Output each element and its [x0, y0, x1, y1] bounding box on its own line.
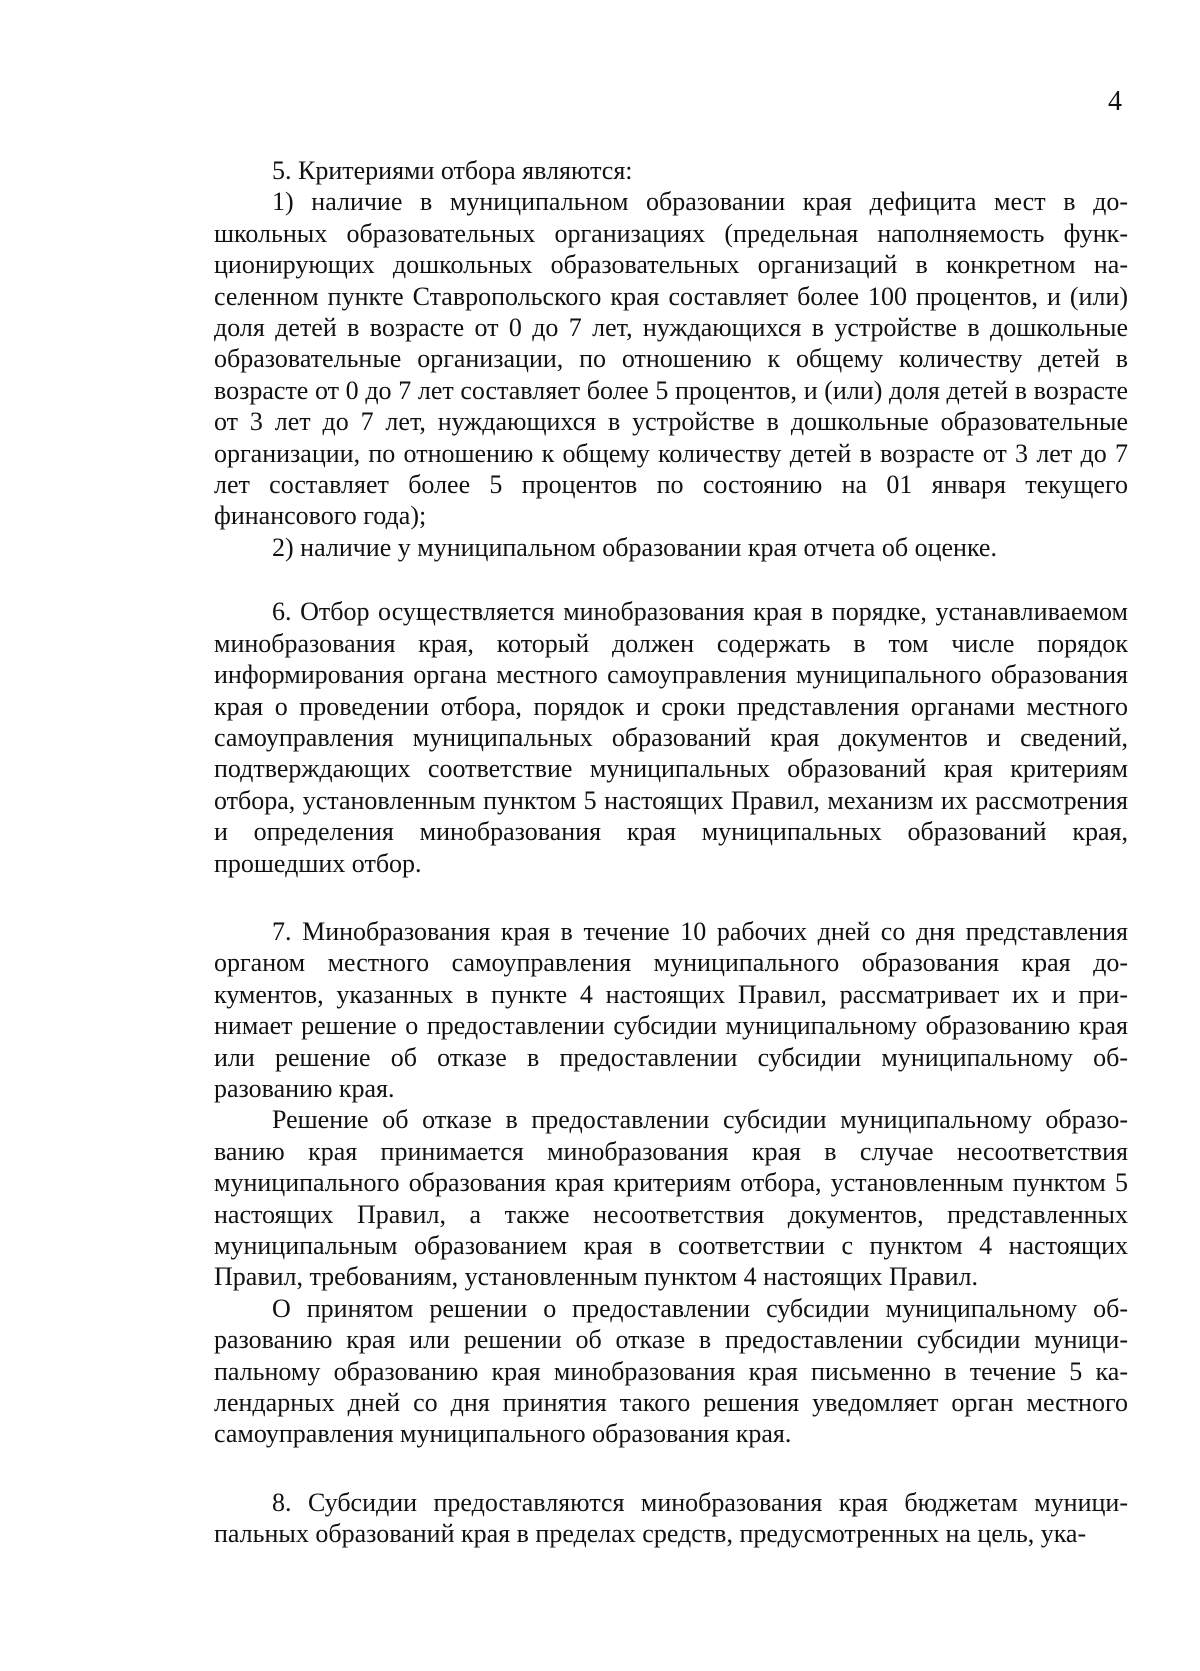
paragraph-7: 7. Минобразования края в течение 10 рабочих дней со дня представления органом местного самоуправления муниципального образования края документов, указанных в пункте 4 настоящих Правил, рассматривает их и принимает решение о предоставлении субсидии муниципальному образованию края или решение об отказе в предоставлении субсидии муниципальному образованию края. — [214, 916, 1128, 1103]
paragraph-6: 6. Отбор осуществляется минобразования края в порядке, устанавливаемом минобразования края, который должен содержать в том числе порядок информирования органа местного самоуправления муниципального образования края о проведении отбора, порядок и сроки представления органами местного самоуправления муниципальных образований края документов и сведений, подтверждающих соответствие муниципальных образований края критериям отбора, установленным пунктом 5 настоящих Правил, механизм их рассмотрения и определения минобразования края муниципальных образований края, прошедших отбор. — [214, 597, 1128, 878]
paragraph-7-notice: О принятом решении о предоставлении субсидии муниципальному образованию края или решении об отказе в предоставлении субсидии муниципальному образованию края минобразования края письменно в течение 5 календарных дней со дня принятия такого решения уведомляет орган местного самоуправления муниципального образования края. — [214, 1293, 1128, 1449]
document-body — [214, 155, 1128, 1550]
paragraph-5-item-1: 1) наличие в муниципальном образовании края дефицита мест в дошкольных образовательных организациях (предельная наполняемость функционирующих дошкольных образовательных организаций в конкретном населенном пункте Ставропольского края составляет более 100 процентов, и (или) доля детей в возрасте от 0 до 7 лет, нуждающихся в устройстве в дошкольные образовательные организации, по отношению к общему количеству детей в возрасте от 0 до 7 лет составляет более 5 процентов, и (или) доля детей в возрасте от 3 лет до 7 лет, нуждающихся в устройстве в дошкольные образовательные организации, по отношению к общему количеству детей в возрасте от 3 лет до 7 лет составляет более 5 процентов по состоянию на 01 января текущего финансового года); — [214, 187, 1128, 531]
page-number: 4 — [1108, 86, 1122, 117]
paragraph-5-title: 5. Критериями отбора являются: — [272, 156, 633, 185]
paragraph-7-refusal: Решение об отказе в предоставлении субсидии муниципальному образованию края принимается минобразования края в случае несоответствия муниципального образования края критериям отбора, установленным пунктом 5 настоящих Правил, а также несоответствия документов, представленных муниципальным образованием края в соответствии с пунктом 4 настоящих Правил, требованиям, установленным пунктом 4 настоящих Правил. — [214, 1105, 1128, 1292]
paragraph-5-item-2: 2) наличие у муниципальном образовании края отчета об оценке. — [272, 532, 997, 562]
paragraph-8: 8. Субсидии предоставляются минобразования края бюджетам муниципальных образований края в пределах средств, предусмотренных на цель, ука- — [214, 1487, 1128, 1549]
